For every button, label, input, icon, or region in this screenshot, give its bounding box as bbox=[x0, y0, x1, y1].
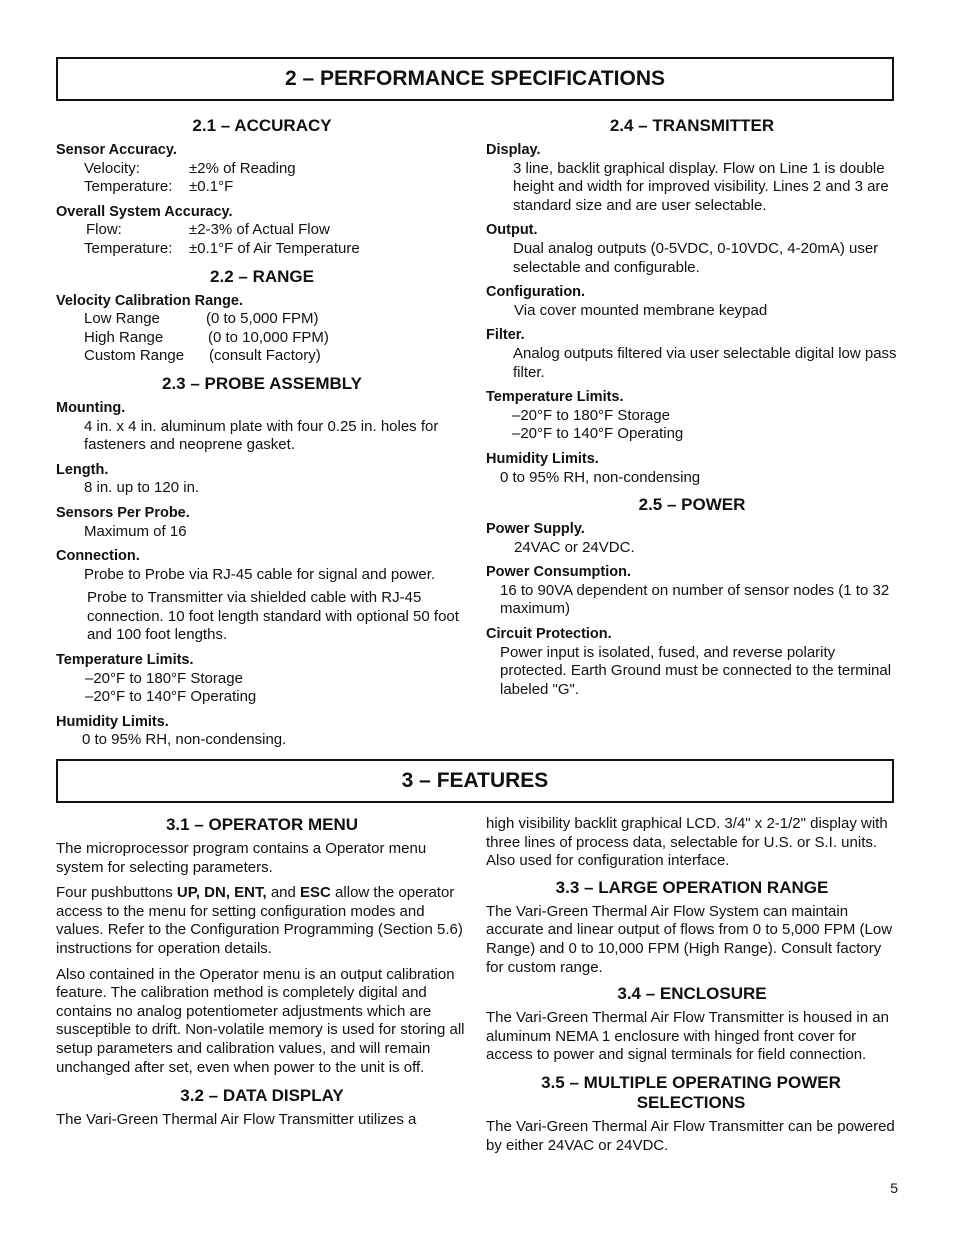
power-supply-label: Power Supply. bbox=[486, 521, 585, 538]
probe-heading: 2.3 – PROBE ASSEMBLY bbox=[162, 373, 362, 393]
sec3-left-column bbox=[56, 815, 468, 1137]
range-key: Custom Range bbox=[84, 347, 185, 365]
temp-line-2: –20°F to 140°F Operating bbox=[85, 688, 257, 706]
filter-text: Analog outputs filtered via user selectable digital low pass filter. bbox=[513, 344, 897, 381]
large-range-para: The Vari-Green Thermal Air Flow System can maintain accurate and linear output of flows from 0 to 5,000 FPM (Low Range) and 0 to 10,000 FPM (High Range). Consult factory for custom range. bbox=[486, 902, 893, 976]
system-accuracy-label: Overall System Accuracy. bbox=[56, 203, 233, 220]
data-display-heading: 3.2 – DATA DISPLAY bbox=[180, 1086, 344, 1106]
filter-label: Filter. bbox=[486, 327, 525, 344]
temp-limits-label: Temperature Limits. bbox=[56, 652, 194, 669]
sensors-text: Maximum of 16 bbox=[84, 522, 187, 540]
operator-para-2 bbox=[56, 884, 468, 958]
length-text: 8 in. up to 120 in. bbox=[84, 479, 200, 497]
tx-temp-line-2: –20°F to 140°F Operating bbox=[512, 425, 684, 443]
spec-row bbox=[84, 221, 468, 240]
enclosure-heading: 3.4 – ENCLOSURE bbox=[617, 984, 767, 1004]
range-row bbox=[84, 347, 468, 366]
tx-humidity-text: 0 to 95% RH, non-condensing bbox=[500, 468, 701, 486]
spec-key: Temperature: bbox=[84, 239, 173, 257]
configuration-text: Via cover mounted membrane keypad bbox=[514, 301, 768, 319]
mounting-label: Mounting. bbox=[56, 399, 126, 416]
sec2-right-column bbox=[486, 116, 898, 699]
velocity-range-label: Velocity Calibration Range. bbox=[56, 292, 243, 309]
text-span: and bbox=[266, 884, 301, 902]
range-row bbox=[84, 329, 468, 348]
circuit-protection-text: Power input is isolated, fused, and reverse polarity protected. Earth Ground must be connected to the terminal labeled "G". bbox=[500, 643, 892, 698]
section-3-title: 3 – FEATURES bbox=[56, 759, 894, 803]
spec-value: ±2% of Reading bbox=[189, 159, 296, 177]
power-supply-text: 24VAC or 24VDC. bbox=[514, 538, 635, 556]
range-key: Low Range bbox=[84, 310, 160, 328]
text-span: allow the operator access to the menu for setting configuration modes and values. Refer to the Configuration Programming (Section 5.6) instructions for operation details. bbox=[56, 884, 463, 957]
spec-value: ±2-3% of Actual Flow bbox=[189, 221, 330, 239]
power-selections-para: The Vari-Green Thermal Air Flow Transmitter can be powered by either 24VAC or 24VDC. bbox=[486, 1117, 895, 1154]
range-key: High Range bbox=[84, 328, 164, 346]
power-consumption-text: 16 to 90VA dependent on number of sensor nodes (1 to 32 maximum) bbox=[500, 581, 890, 618]
spec-key: Flow: bbox=[86, 221, 122, 239]
display-text: 3 line, backlit graphical display. Flow on Line 1 is double height and width for improved visibility. Lines 2 and 3 are standard size and are user selectable. bbox=[513, 159, 889, 214]
display-label: Display. bbox=[486, 142, 541, 158]
spec-value: ±0.1°F of Air Temperature bbox=[189, 239, 360, 257]
sensor-accuracy-label: Sensor Accuracy. bbox=[56, 142, 177, 158]
range-row bbox=[84, 310, 468, 329]
data-display-para-cont: high visibility backlit graphical LCD. 3/4" x 2-1/2" display with three lines of process data, selectable for U.S. or S.I. units. Also used for configuration interface. bbox=[486, 815, 888, 870]
operator-para-1: The microprocessor program contains a Operator menu system for selecting parameters. bbox=[56, 840, 427, 876]
power-selections-heading: 3.5 – MULTIPLE OPERATING POWER SELECTIONS bbox=[541, 1072, 841, 1112]
range-heading: 2.2 – RANGE bbox=[210, 266, 314, 286]
bold-key-esc: ESC bbox=[300, 884, 331, 902]
accuracy-heading: 2.1 – ACCURACY bbox=[192, 116, 332, 135]
circuit-protection-label: Circuit Protection. bbox=[486, 626, 612, 643]
spec-row bbox=[84, 160, 468, 179]
spec-key: Velocity: bbox=[84, 159, 140, 177]
temp-line-1: –20°F to 180°F Storage bbox=[85, 669, 243, 687]
large-range-heading: 3.3 – LARGE OPERATION RANGE bbox=[555, 877, 829, 897]
operator-menu-heading: 3.1 – OPERATOR MENU bbox=[165, 815, 359, 834]
transmitter-heading: 2.4 – TRANSMITTER bbox=[609, 116, 775, 135]
spec-key: Temperature: bbox=[84, 178, 173, 196]
page-number: 5 bbox=[890, 1180, 898, 1196]
tx-humidity-label: Humidity Limits. bbox=[486, 450, 599, 467]
humidity-label: Humidity Limits. bbox=[56, 713, 169, 730]
tx-temp-line-1: –20°F to 180°F Storage bbox=[512, 406, 670, 424]
range-value: (consult Factory) bbox=[209, 347, 321, 365]
connection-text-1: Probe to Probe via RJ-45 cable for signal and power. bbox=[84, 565, 436, 583]
range-value: (0 to 5,000 FPM) bbox=[206, 310, 319, 328]
spec-row bbox=[84, 178, 468, 197]
mounting-text: 4 in. x 4 in. aluminum plate with four 0.25 in. holes for fasteners and neoprene gasket. bbox=[84, 417, 439, 454]
power-consumption-label: Power Consumption. bbox=[486, 564, 631, 581]
sensors-label: Sensors Per Probe. bbox=[56, 504, 190, 521]
length-label: Length. bbox=[56, 461, 109, 478]
connection-text-2: Probe to Transmitter via shielded cable with RJ-45 connection. 10 foot length standard with optional 50 foot and 100 foot lengths. bbox=[87, 589, 459, 644]
humidity-text: 0 to 95% RH, non-condensing. bbox=[82, 731, 287, 749]
bold-keys: UP, DN, ENT, bbox=[176, 884, 267, 902]
enclosure-para: The Vari-Green Thermal Air Flow Transmitter is housed in an aluminum NEMA 1 enclosure with hinged front cover for access to power and signal terminals for field connection. bbox=[486, 1009, 889, 1064]
text-span: Four pushbuttons bbox=[56, 884, 177, 902]
operator-para-3: Also contained in the Operator menu is an output calibration feature. The calibration method is completely digital and contains no analog potentiometer adjustments which are susceptible to drift. Non-volatile memory is used for storing all setup parameters and calibration values, and will remain unchanged after set, even when power to the unit is off. bbox=[56, 965, 465, 1076]
section-2-title: 2 – PERFORMANCE SPECIFICATIONS bbox=[56, 57, 894, 101]
range-value: (0 to 10,000 FPM) bbox=[208, 328, 329, 346]
output-label: Output. bbox=[486, 222, 538, 239]
tx-temp-limits-label: Temperature Limits. bbox=[486, 389, 624, 406]
spec-row bbox=[84, 240, 468, 259]
sec3-right-column bbox=[486, 815, 898, 1162]
sec2-left-column bbox=[56, 116, 468, 750]
connection-label: Connection. bbox=[56, 548, 140, 565]
power-heading: 2.5 – POWER bbox=[638, 495, 746, 515]
configuration-label: Configuration. bbox=[486, 284, 586, 301]
output-text: Dual analog outputs (0-5VDC, 0-10VDC, 4-20mA) user selectable and configurable. bbox=[513, 239, 879, 276]
data-display-para: The Vari-Green Thermal Air Flow Transmitter utilizes a bbox=[56, 1111, 417, 1129]
spec-value: ±0.1°F bbox=[189, 178, 234, 196]
